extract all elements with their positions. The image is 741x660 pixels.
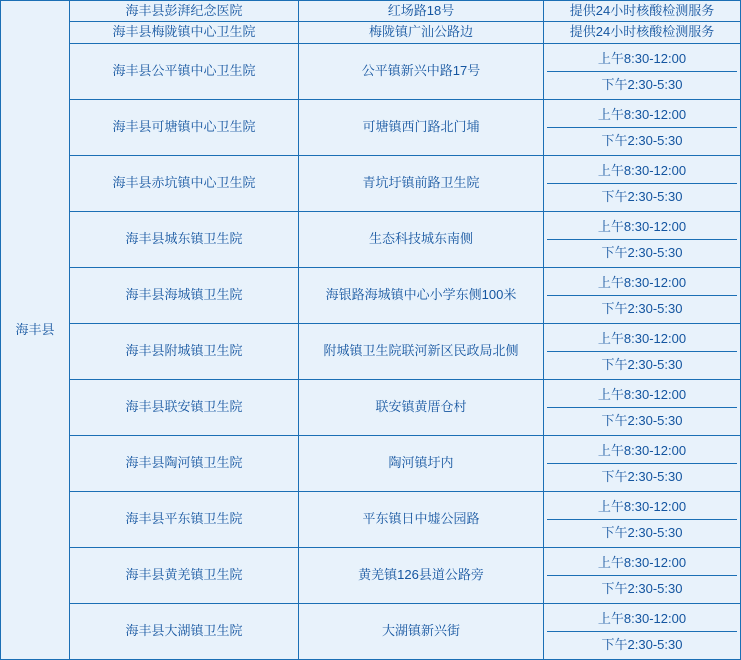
table-row — [1, 323, 741, 379]
facility-hours-cell — [544, 211, 741, 267]
hours-stack — [547, 606, 737, 657]
region-cell: 海丰县 — [1, 1, 70, 660]
hours-morning: 上午8:30-12:00 — [547, 158, 737, 184]
hours-morning: 上午8:30-12:00 — [547, 102, 737, 128]
hours-afternoon: 下午2:30-5:30 — [601, 356, 683, 372]
facility-name-cell: 海丰县联安镇卫生院 — [70, 379, 299, 435]
facility-hours-cell — [544, 99, 741, 155]
facility-address-cell: 红场路18号 — [299, 1, 544, 22]
facility-name-cell: 海丰县公平镇中心卫生院 — [70, 43, 299, 99]
facility-name-cell: 海丰县城东镇卫生院 — [70, 211, 299, 267]
facility-table-body — [1, 1, 741, 660]
hours-morning: 上午8:30-12:00 — [547, 214, 737, 240]
hours-afternoon: 下午2:30-5:30 — [601, 132, 683, 148]
table-row — [1, 99, 741, 155]
facility-name-cell: 海丰县陶河镇卫生院 — [70, 435, 299, 491]
hours-afternoon: 下午2:30-5:30 — [601, 244, 683, 260]
hours-stack — [547, 214, 737, 265]
facility-hours-cell — [544, 267, 741, 323]
facility-address-cell: 可塘镇西门路北门埔 — [299, 99, 544, 155]
hours-stack — [547, 270, 737, 321]
facility-address-cell: 青坑圩镇前路卫生院 — [299, 155, 544, 211]
table-row — [1, 22, 741, 43]
hours-morning: 上午8:30-12:00 — [547, 550, 737, 576]
facility-address-cell: 生态科技城东南侧 — [299, 211, 544, 267]
hours-morning: 上午8:30-12:00 — [547, 382, 737, 408]
hours-afternoon: 下午2:30-5:30 — [601, 580, 683, 596]
table-row — [1, 1, 741, 22]
hours-afternoon: 下午2:30-5:30 — [601, 636, 683, 652]
hours-stack — [547, 382, 737, 433]
facility-address-cell: 海银路海城镇中心小学东侧100米 — [299, 267, 544, 323]
facility-hours-cell — [544, 435, 741, 491]
facility-hours-cell: 提供24小时核酸检测服务 — [544, 22, 741, 43]
hours-stack — [547, 326, 737, 377]
facility-name-cell: 海丰县附城镇卫生院 — [70, 323, 299, 379]
facility-name-cell: 海丰县平东镇卫生院 — [70, 491, 299, 547]
hours-morning: 上午8:30-12:00 — [547, 606, 737, 632]
facility-name-cell: 海丰县彭湃纪念医院 — [70, 1, 299, 22]
facility-address-cell: 公平镇新兴中路17号 — [299, 43, 544, 99]
hours-stack — [547, 438, 737, 489]
table-row — [1, 211, 741, 267]
facility-hours-cell — [544, 43, 741, 99]
hours-afternoon: 下午2:30-5:30 — [601, 524, 683, 540]
hours-afternoon: 下午2:30-5:30 — [601, 468, 683, 484]
facility-name-cell: 海丰县大湖镇卫生院 — [70, 603, 299, 659]
hours-afternoon: 下午2:30-5:30 — [601, 188, 683, 204]
hours-afternoon: 下午2:30-5:30 — [601, 76, 683, 92]
facility-address-cell: 陶河镇圩内 — [299, 435, 544, 491]
hours-morning: 上午8:30-12:00 — [547, 438, 737, 464]
facility-name-cell: 海丰县海城镇卫生院 — [70, 267, 299, 323]
facility-name-cell: 海丰县可塘镇中心卫生院 — [70, 99, 299, 155]
facility-address-cell: 黄羌镇126县道公路旁 — [299, 547, 544, 603]
hours-afternoon: 下午2:30-5:30 — [601, 300, 683, 316]
hours-stack — [547, 494, 737, 545]
facility-hours-cell — [544, 491, 741, 547]
facility-hours-cell: 提供24小时核酸检测服务 — [544, 1, 741, 22]
facility-address-cell: 梅陇镇广汕公路边 — [299, 22, 544, 43]
facility-address-cell: 大湖镇新兴街 — [299, 603, 544, 659]
hours-stack — [547, 550, 737, 601]
hours-stack — [547, 158, 737, 209]
facility-hours-cell — [544, 603, 741, 659]
facility-hours-cell — [544, 155, 741, 211]
facility-address-cell: 平东镇日中墟公园路 — [299, 491, 544, 547]
table-row — [1, 155, 741, 211]
table-row — [1, 491, 741, 547]
facility-hours-cell — [544, 547, 741, 603]
table-row — [1, 603, 741, 659]
facility-name-cell: 海丰县黄羌镇卫生院 — [70, 547, 299, 603]
table-row — [1, 379, 741, 435]
facility-hours-cell — [544, 323, 741, 379]
facility-address-cell: 联安镇黄厝仓村 — [299, 379, 544, 435]
table-row — [1, 267, 741, 323]
hours-morning: 上午8:30-12:00 — [547, 46, 737, 72]
hours-stack — [547, 102, 737, 153]
hours-morning: 上午8:30-12:00 — [547, 326, 737, 352]
table-row — [1, 547, 741, 603]
table-row — [1, 435, 741, 491]
facility-name-cell: 海丰县赤坑镇中心卫生院 — [70, 155, 299, 211]
facility-address-cell: 附城镇卫生院联河新区民政局北侧 — [299, 323, 544, 379]
facility-hours-cell — [544, 379, 741, 435]
hours-stack — [547, 46, 737, 97]
hours-morning: 上午8:30-12:00 — [547, 270, 737, 296]
facility-name-cell: 海丰县梅陇镇中心卫生院 — [70, 22, 299, 43]
hours-morning: 上午8:30-12:00 — [547, 494, 737, 520]
hours-afternoon: 下午2:30-5:30 — [601, 412, 683, 428]
table-row — [1, 43, 741, 99]
